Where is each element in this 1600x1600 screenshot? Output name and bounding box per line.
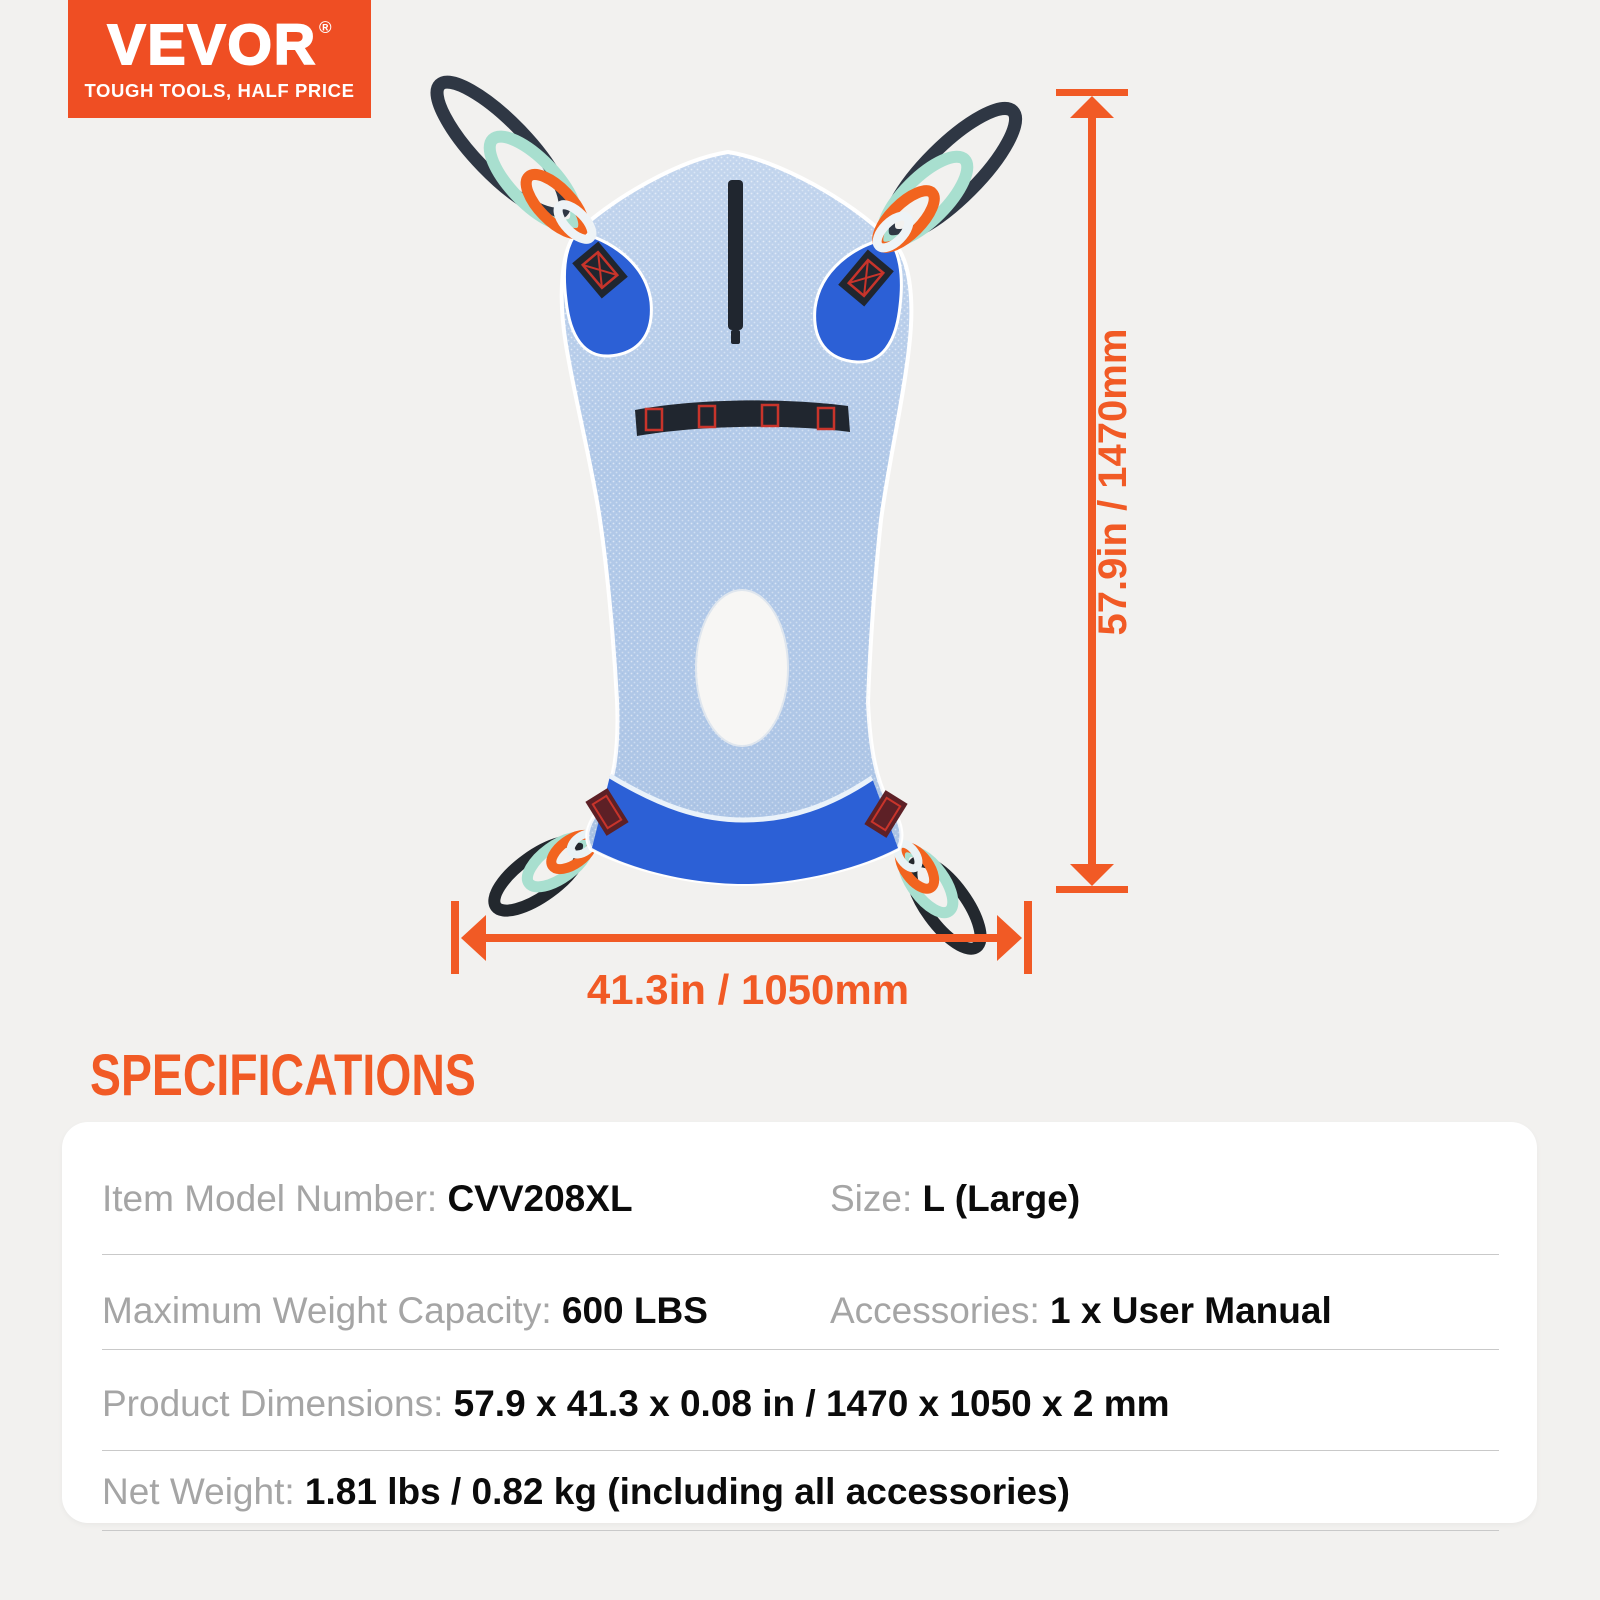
spec-value: 57.9 x 41.3 x 0.08 in / 1470 x 1050 x 2 mm — [453, 1383, 1170, 1424]
spec-cell — [102, 1471, 1070, 1513]
spec-label: Product Dimensions: — [102, 1383, 444, 1424]
spec-cell — [102, 1178, 830, 1220]
height-dimension-label: 57.9in / 1470mm — [1091, 328, 1135, 636]
spec-value: L (Large) — [922, 1178, 1081, 1219]
brand-wordmark: VEVOR — [107, 12, 318, 77]
commode-opening — [696, 590, 788, 746]
spec-cell — [830, 1178, 1080, 1220]
top-right-strap-loops — [869, 93, 1031, 256]
specifications-heading: SPECIFICATIONS — [90, 1043, 476, 1108]
spec-row-net-weight — [102, 1451, 1499, 1531]
spec-row-model-size — [102, 1122, 1499, 1255]
spec-value: CVV208XL — [447, 1178, 633, 1219]
bottom-left-strap-loops — [484, 828, 599, 923]
width-dimension-label: 41.3in / 1050mm — [586, 966, 910, 1013]
spec-row-dimensions — [102, 1350, 1499, 1451]
spec-value: 1 x User Manual — [1050, 1290, 1332, 1331]
spec-label: Net Weight: — [102, 1470, 295, 1512]
spec-label: Maximum Weight Capacity: — [102, 1290, 552, 1331]
spec-label: Accessories: — [830, 1290, 1040, 1331]
registered-trademark-icon: ® — [319, 17, 332, 37]
spec-value: 1.81 lbs / 0.82 kg (including all accessories) — [304, 1470, 1070, 1512]
spec-row-capacity-accessories — [102, 1255, 1499, 1350]
spec-label: Size: — [830, 1178, 913, 1219]
spec-cell — [102, 1383, 1170, 1425]
spec-cell — [830, 1290, 1332, 1332]
brand-tagline: TOUGH TOOLS, HALF PRICE — [84, 79, 355, 101]
spec-cell — [102, 1290, 830, 1332]
zipper-end — [731, 330, 740, 344]
top-left-strap-loops — [421, 67, 597, 245]
spec-label: Item Model Number: — [102, 1178, 438, 1219]
spec-value: 600 LBS — [561, 1290, 708, 1331]
specifications-card — [62, 1122, 1537, 1523]
center-zipper — [728, 180, 743, 330]
